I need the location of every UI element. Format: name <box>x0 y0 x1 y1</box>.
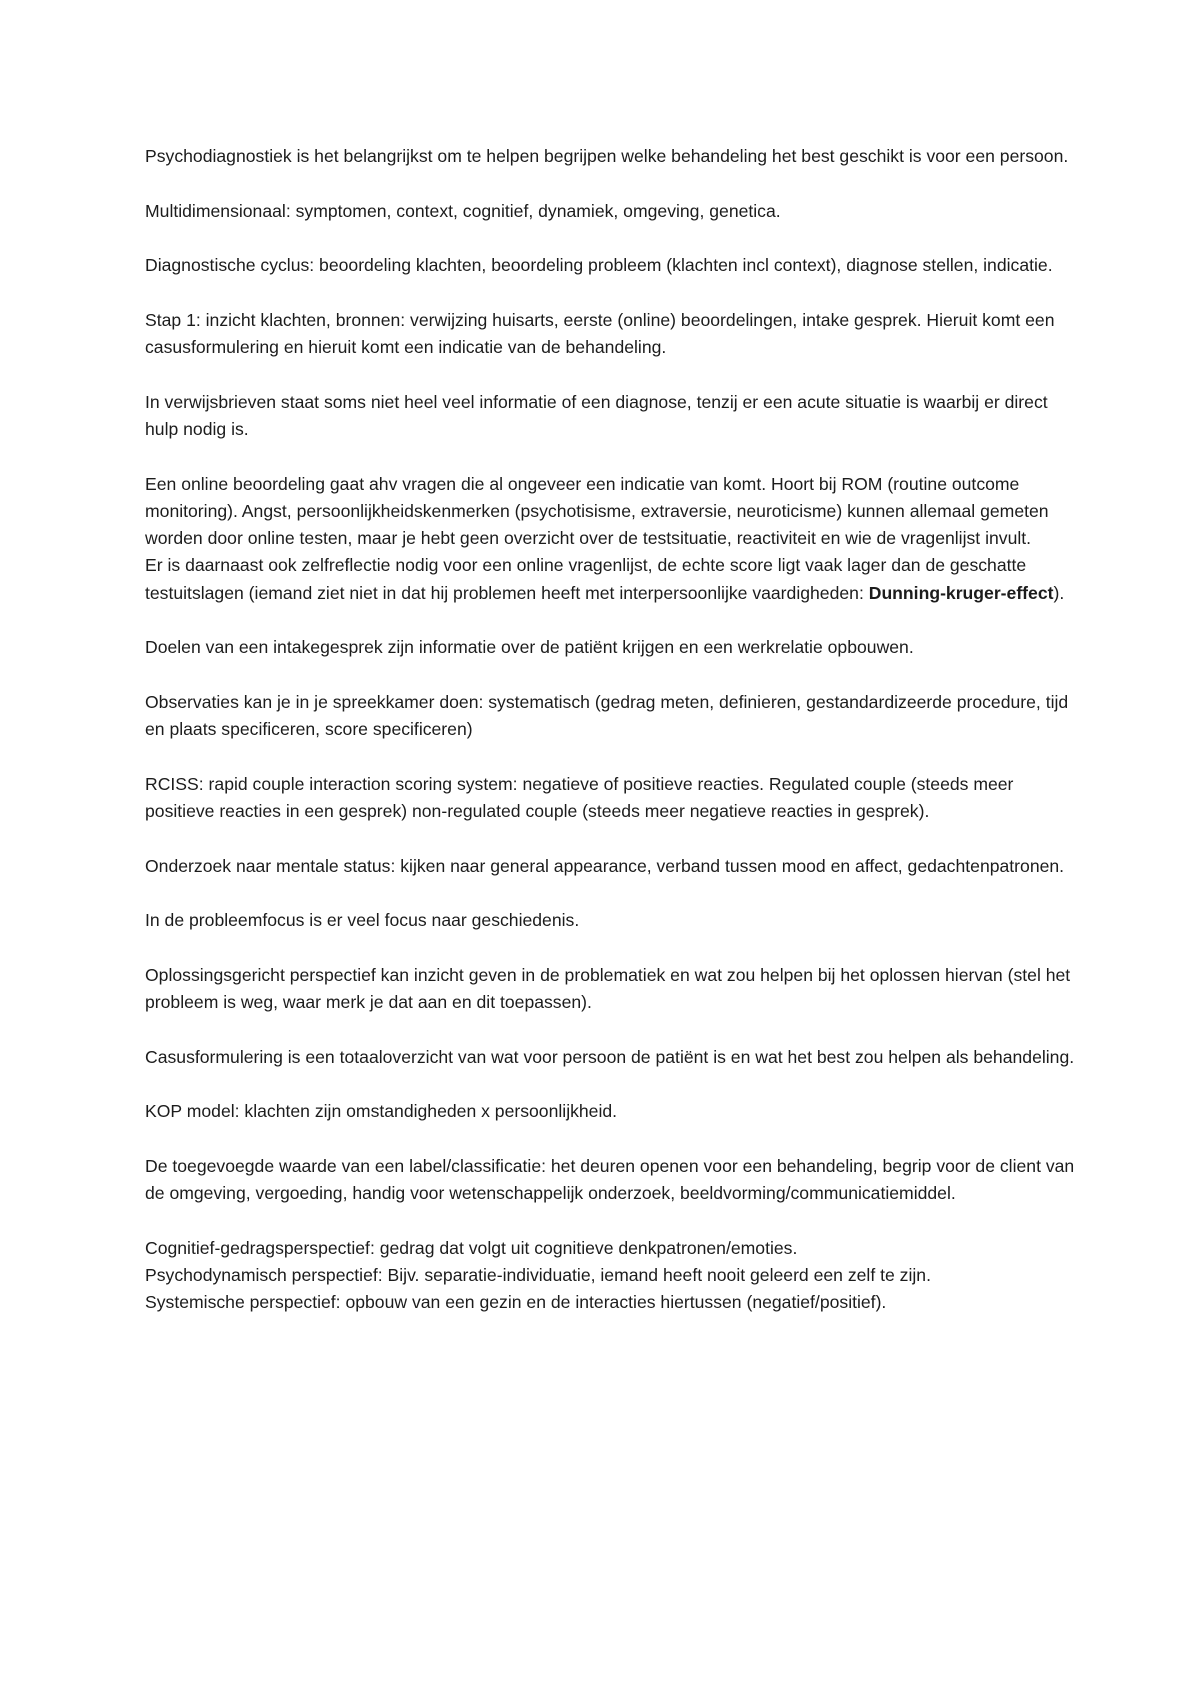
dunning-kruger-term: Dunning-kruger-effect <box>868 582 1054 603</box>
paragraph-mental-status: Onderzoek naar mentale status: kijken naar general appearance, verband tussen mood en affect, gedachtenpatronen. <box>145 855 1065 876</box>
paragraph-cognitive-behavioral: Cognitief-gedragsperspectief: gedrag dat volgt uit cognitieve denkpatronen/emoties. <box>145 1237 798 1258</box>
paragraph-case-formulation: Casusformulering is een totaaloverzicht van wat voor persoon de patiënt is en wat het best zou helpen als behandeling. <box>145 1046 1075 1067</box>
paragraph-label-value: De toegevoegde waarde van een label/classificatie: het deuren openen voor een behandeling, begrip voor de client van de omgeving, vergoeding, handig voor wetenschappelijk onderzoek, beeldvorming/communicatiemiddel. <box>145 1155 1075 1204</box>
paragraph-problem-focus: In de probleemfocus is er veel focus naar geschiedenis. <box>145 910 580 931</box>
paragraph-online-assessment: Een online beoordeling gaat ahv vragen die al ongeveer een indicatie van komt. Hoort bij ROM (routine outcome monitoring). Angst, persoonlijkheidskenmerken (psychotisisme, extraversie, neuroticisme) kunnen allemaal gemeten worden door online testen, maar je hebt geen overzicht over de testsituatie, reactiviteit en wie de vragenlijst invult. <box>145 473 1049 549</box>
self-reflection-end: ). <box>1053 582 1065 603</box>
paragraph-referral-letters: In verwijsbrieven staat soms niet heel veel informatie of een diagnose, tenzij er een acute situatie is waarbij er direct hulp nodig is. <box>145 391 1048 439</box>
paragraph-observations: Observaties kan je in je spreekkamer doen: systematisch (gedrag meten, definieren, gestandardizeerde procedure, tijd en plaats specificeren, score specificeren) <box>145 691 1069 740</box>
paragraph-intake-goals: Doelen van een intakegesprek zijn informatie over de patiënt krijgen en een werkrelatie opbouwen. <box>145 637 914 658</box>
paragraph-kop-model: KOP model: klachten zijn omstandigheden x persoonlijkheid. <box>145 1101 618 1122</box>
paragraph-intro: Psychodiagnostiek is het belangrijkst om te helpen begrijpen welke behandeling het best geschikt is voor een persoon. <box>145 146 1069 166</box>
paragraph-self-reflection <box>145 552 1075 607</box>
paragraph-step-1: Stap 1: inzicht klachten, bronnen: verwijzing huisarts, eerste (online) beoordelingen, intake gesprek. Hieruit komt een casusformulering en hieruit komt een indicatie van de behandeling. <box>145 309 1055 358</box>
self-reflection-text: Er is daarnaast ook zelfreflectie nodig voor een online vragenlijst, de echte score ligt vaak lager dan de geschatte testuitslagen (iemand ziet niet in dat hij problemen heeft met interpersoonlijke vaardigheden: <box>145 555 1027 603</box>
paragraph-psychodynamic: Psychodynamisch perspectief: Bijv. separatie-individuatie, iemand heeft nooit geleerd een zelf te zijn. <box>145 1265 931 1286</box>
paragraph-systemic: Systemische perspectief: opbouw van een gezin en de interacties hiertussen (negatief/positief). <box>145 1292 887 1313</box>
paragraph-diagnostic-cycle: Diagnostische cyclus: beoordeling klachten, beoordeling probleem (klachten incl context), diagnose stellen, indicatie. <box>145 255 1053 276</box>
document-body <box>145 143 1075 1317</box>
paragraph-rciss: RCISS: rapid couple interaction scoring system: negatieve of positieve reacties. Regulated couple (steeds meer positieve reacties in een gesprek) non-regulated couple (steeds meer negatieve reacties in gesprek). <box>145 773 1014 822</box>
paragraph-multidimensional: Multidimensionaal: symptomen, context, cognitief, dynamiek, omgeving, genetica. <box>145 200 781 221</box>
paragraph-solution-focused: Oplossingsgericht perspectief kan inzicht geven in de problematiek en wat zou helpen bij het oplossen hiervan (stel het probleem is weg, waar merk je dat aan en dit toepassen). <box>145 964 1071 1013</box>
